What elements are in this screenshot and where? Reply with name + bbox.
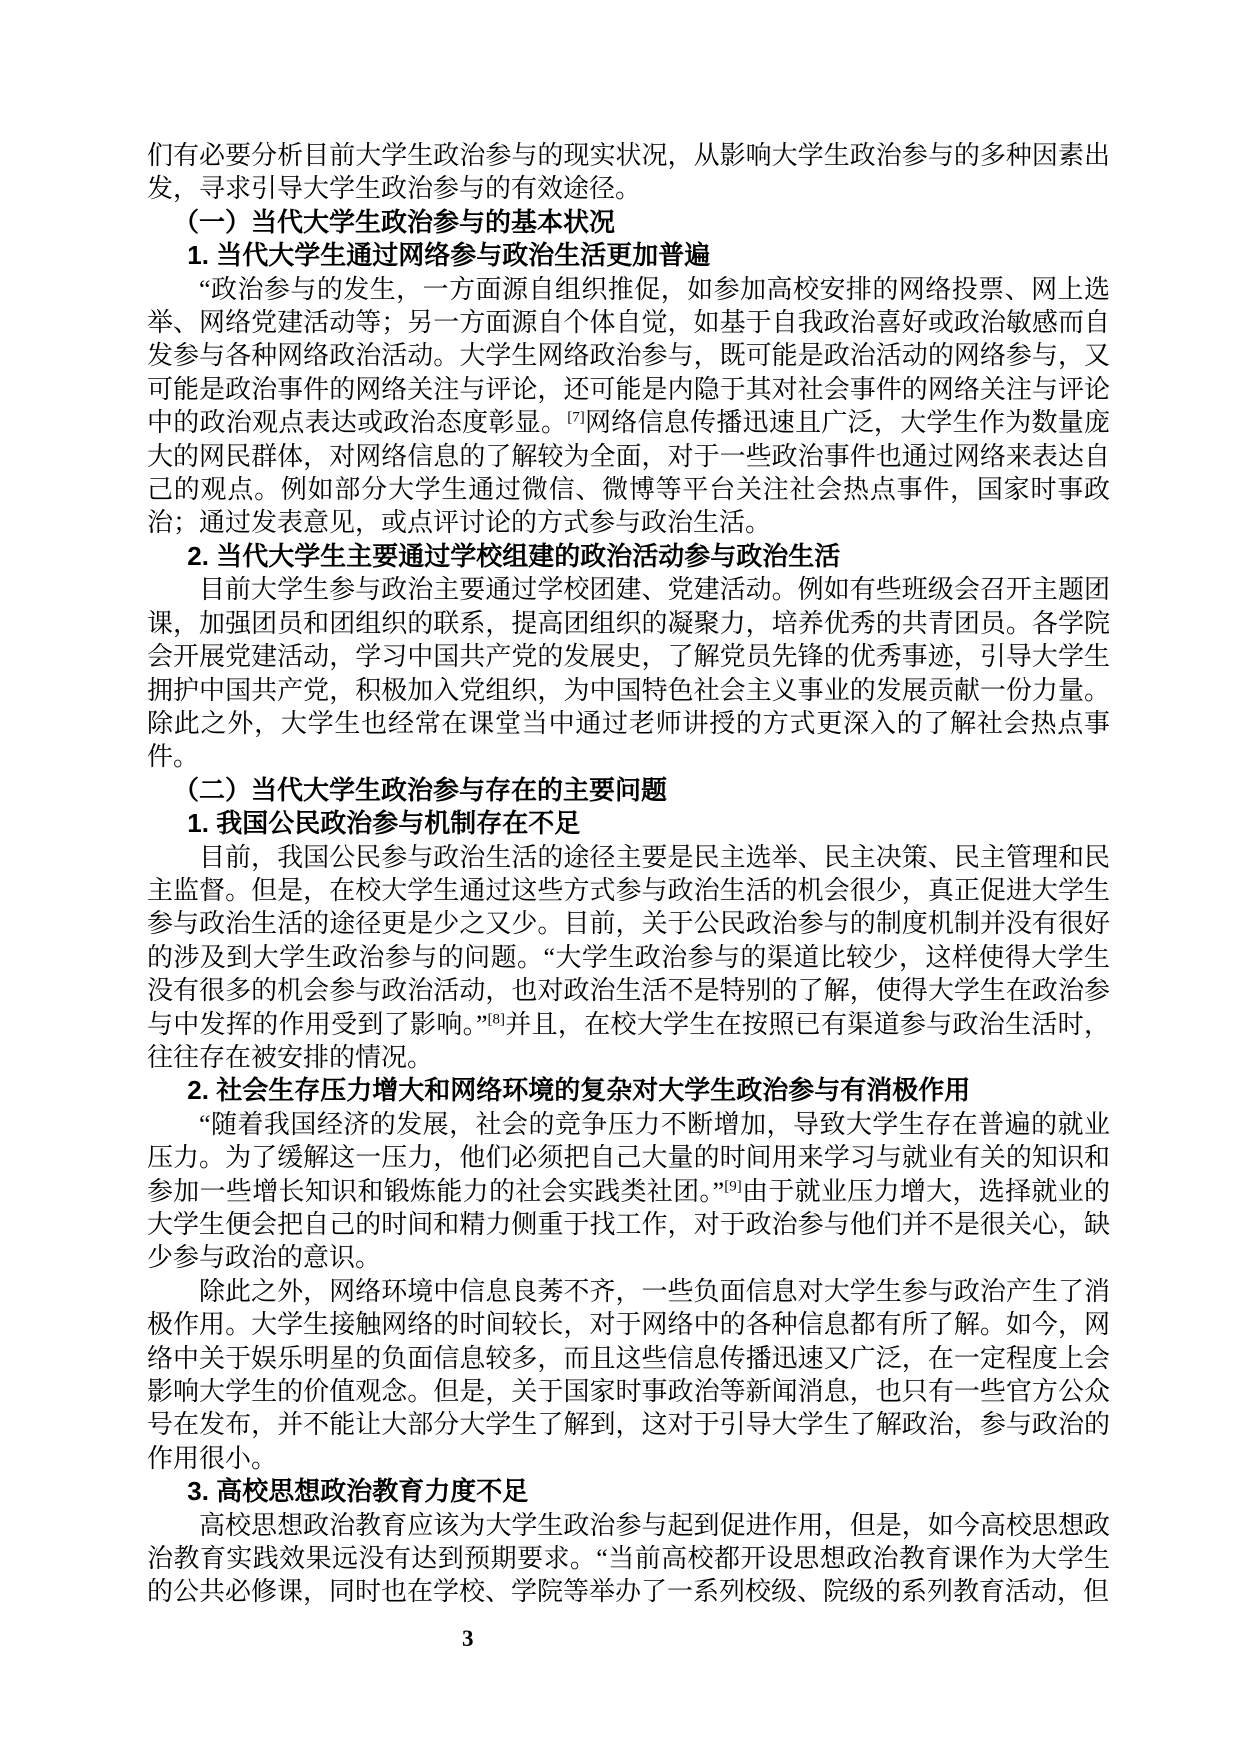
paragraph: “政治参与的发生，一方面源自组织推促，如参加高校安排的网络投票、网上选举、网络党建活动等；另一方面源自个体自觉，如基于自我政治喜好或政治敏感而自发参与各种网络政治活动。大学生网络政治参与，既可能是政治活动的网络参与，又可能是政治事件的网络关注与评论，还可能是内隐于其对社会事件的网络关注与评论中的政治观点表达或政治态度彰显。[7]网络信息传播迅速且广泛，大学生作为数量庞大的网民群体，对网络信息的了解较为全面，对于一些政治事件也通过网络来表达自己的观点。例如部分大学生通过微信、微博等平台关注社会热点事件，国家时事政治；通过发表意见，或点评讨论的方式参与政治生活。 xyxy=(147,274,1110,538)
paragraph: 除此之外，网络环境中信息良莠不齐，一些负面信息对大学生参与政治产生了消极作用。大学生接触网络的时间较长，对于网络中的各种信息都有所了解。如今，网络中关于娱乐明星的负面信息较多，而且这些信息传播迅速又广泛，在一定程度上会影响大学生的价值观念。但是，关于国家时事政治等新闻消息，也只有一些官方公众号在发布，并不能让大部分大学生了解到，这对于引导大学生了解政治，参与政治的作用很小。 xyxy=(147,1276,1110,1473)
page-number: 3 xyxy=(462,1626,474,1651)
paragraph: 高校思想政治教育应该为大学生政治参与起到促进作用，但是，如今高校思想政治教育实践效果远没有达到预期要求。“当前高校都开设思想政治教育课作为大学生的公共必修课，同时也在学校、学院等举办了一系列校级、院级的系列教育活动，但 xyxy=(147,1510,1110,1607)
subsection-heading-1-2: 2. 当代大学生主要通过学校组建的政治活动参与政治生活 xyxy=(187,540,841,571)
paragraph: 目前，我国公民参与政治生活的途径主要是民主选举、民主决策、民主管理和民主监督。但是，在校大学生通过这些方式参与政治生活的机会很少，真正促进大学生参与政治生活的途径更是少之又少。目前，关于公民政治参与的制度机制并没有很好的涉及到大学生政治参与的问题。“大学生政治参与的渠道比较少，这样使得大学生没有很多的机会参与政治活动，也对政治生活不是特别的了解，使得大学生在政治参与中发挥的作用受到了影响。”[8]并且，在校大学生在按照已有渠道参与政治生活时，往往存在被安排的情况。 xyxy=(147,842,1110,1072)
section-heading-2: （二）当代大学生政治参与存在的主要问题 xyxy=(173,774,668,805)
subsection-heading-2-1: 1. 我国公民政治参与机制存在不足 xyxy=(187,808,581,839)
document-body xyxy=(147,139,1110,1609)
subsection-heading-1-1: 1. 当代大学生通过网络参与政治生活更加普遍 xyxy=(187,240,711,271)
footnote-ref: [9] xyxy=(724,1177,742,1194)
section-heading-1: （一）当代大学生政治参与的基本状况 xyxy=(173,206,616,237)
paragraph: “随着我国经济的发展，社会的竞争压力不断增加，导致大学生存在普遍的就业压力。为了缓解这一压力，他们必须把自己大量的时间用来学习与就业有关的知识和参加一些增长知识和锻炼能力的社会实践类社团。”[9]由于就业压力增大，选择就业的大学生便会把自己的时间和精力侧重于找工作，对于政治参与他们并不是很关心，缺少参与政治的意识。 xyxy=(147,1109,1110,1273)
footnote-ref: [8] xyxy=(487,1010,505,1027)
subsection-heading-2-2: 2. 社会生存压力增大和网络环境的复杂对大学生政治参与有消极作用 xyxy=(187,1075,971,1106)
paragraph: 目前大学生参与政治主要通过学校团建、党建活动。例如有些班级会召开主题团课，加强团员和团组织的联系，提高团组织的凝聚力，培养优秀的共青团员。各学院会开展党建活动，学习中国共产党的发展史，了解党员先锋的优秀事迹，引导大学生拥护中国共产党，积极加入党组织，为中国特色社会主义事业的发展贡献一份力量。除此之外，大学生也经常在课堂当中通过老师讲授的方式更深入的了解社会热点事件。 xyxy=(147,575,1110,772)
footnote-ref: [7] xyxy=(567,409,585,426)
paragraph-continuation: 们有必要分析目前大学生政治参与的现实状况，从影响大学生政治参与的多种因素出发，寻求引导大学生政治参与的有效途径。 xyxy=(147,141,1110,204)
subsection-heading-2-3: 3. 高校思想政治教育力度不足 xyxy=(187,1476,529,1507)
